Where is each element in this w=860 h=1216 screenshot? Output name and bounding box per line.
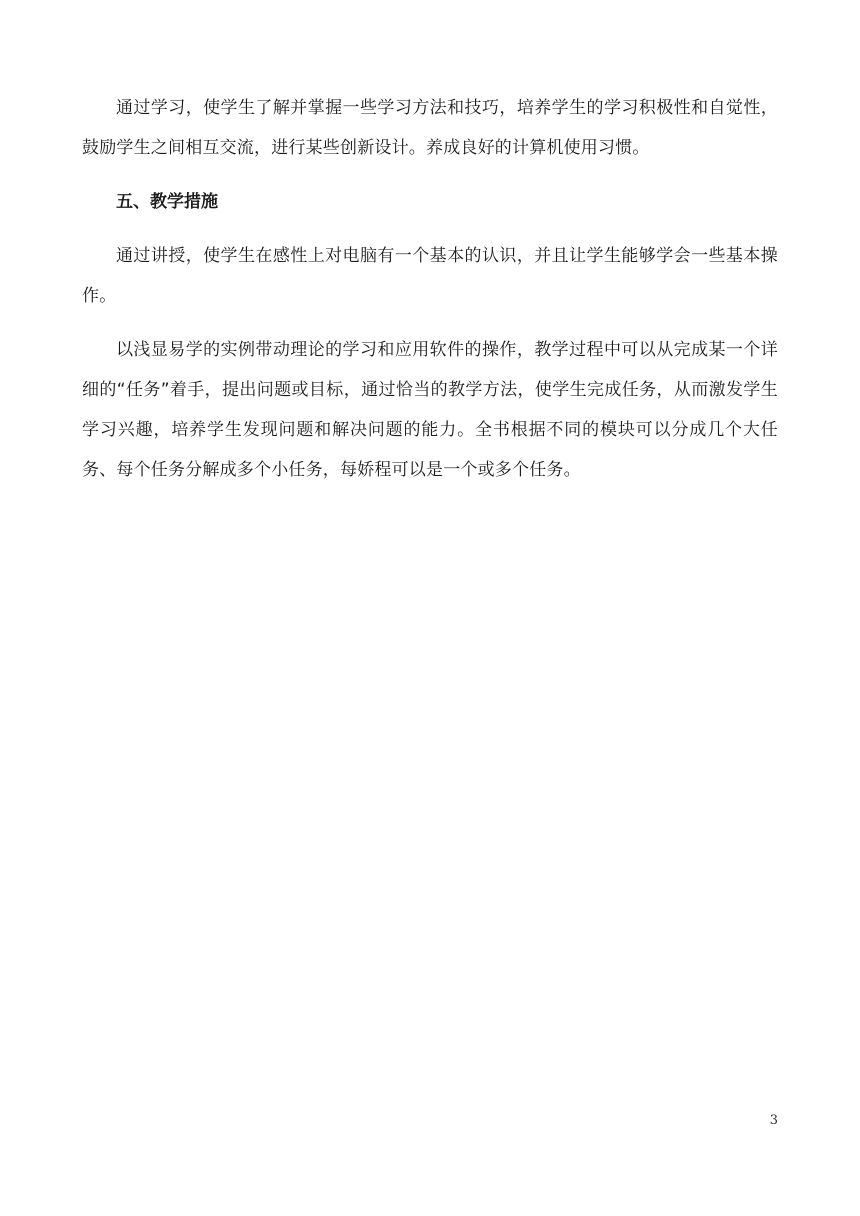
page-number: 3: [769, 1113, 778, 1128]
paragraph-lecture: 通过讲授，使学生在感性上对电脑有一个基本的认识，并且让学生能够学会一些基本操作。: [82, 246, 778, 306]
paragraph-spacer: [82, 316, 778, 330]
paragraph-learning-goals: 通过学习，使学生了解并掌握一些学习方法和技巧，培养学生的学习积极性和自觉性，鼓励学生之间相互交流，进行某些创新设计。养成良好的计算机使用习惯。: [82, 98, 778, 158]
paragraph-task-method: 以浅显易学的实例带动理论的学习和应用软件的操作，教学过程中可以从完成某一个详细的“任务”着手，提出问题或目标，通过恰当的教学方法，使学生完成任务，从而激发学生学习兴趣，培养学生发现问题和解决问题的能力。全书根据不同的模块可以分成几个大任务、每个任务分解成多个小任务，每娇程可以是一个或多个任务。: [82, 340, 778, 480]
paragraph-spacer: [82, 222, 778, 236]
paragraph-spacer: [82, 168, 778, 182]
section-heading: 五、教学措施: [116, 192, 218, 212]
page-content: [82, 88, 778, 490]
